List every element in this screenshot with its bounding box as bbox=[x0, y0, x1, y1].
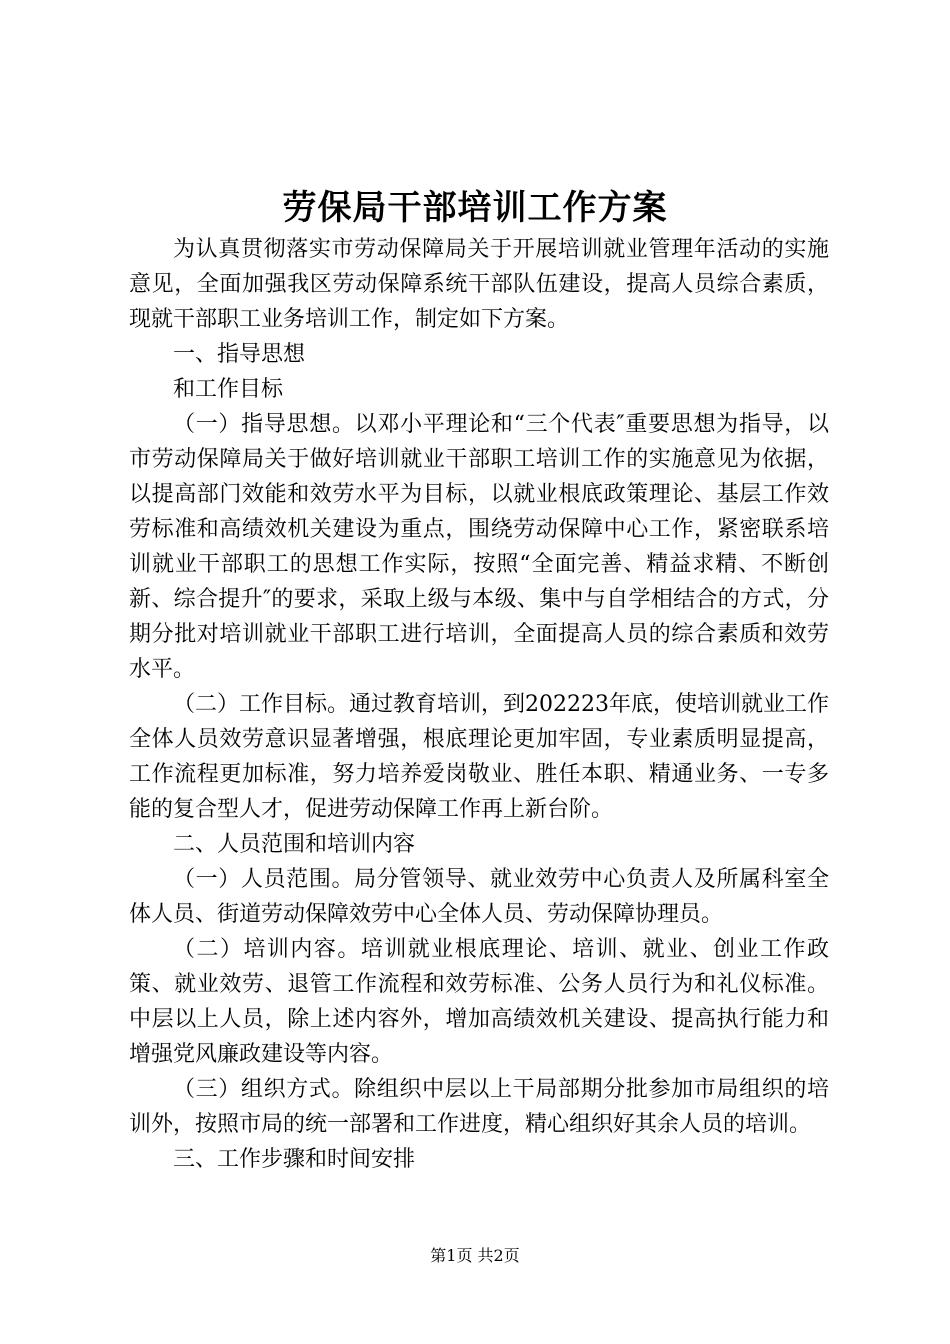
page-footer bbox=[0, 1244, 950, 1268]
section-heading-schedule: 三、工作步骤和时间安排 bbox=[173, 1147, 416, 1172]
intro-paragraph: 为认真贯彻落实市劳动保障局关于开展培训就业管理年活动的实施意见，全面加强我区劳动保障系统干部队伍建设，提高人员综合素质，现就干部职工业务培训工作，制定如下方案。 bbox=[129, 237, 829, 332]
paragraph-work-goal: （二）工作目标。通过教育培训，到202223年底，使培训就业工作全体人员效劳意识显著增强，根底理论更加牢固，专业素质明显提高，工作流程更加标准，努力培养爱岗敬业、胜任本职、精通业务、一专多能的复合型人才，促进劳动保障工作再上新台阶。 bbox=[129, 692, 829, 822]
section-heading-guiding-thought: 一、指导思想 bbox=[173, 342, 306, 367]
paragraph-personnel-scope: （一）人员范围。局分管领导、就业效劳中心负责人及所属科室全体人员、街道劳动保障效劳中心全体人员、劳动保障协理员。 bbox=[129, 867, 829, 927]
section-heading-personnel: 二、人员范围和培训内容 bbox=[173, 832, 416, 857]
page-number: 第1页 bbox=[430, 1246, 473, 1265]
paragraph-organization: （三）组织方式。除组织中层以上干局部期分批参加市局组织的培训外，按照市局的统一部署和工作进度，精心组织好其余人员的培训。 bbox=[129, 1077, 829, 1137]
document-title: 劳保局干部培训工作方案 bbox=[282, 188, 668, 228]
document-body bbox=[129, 232, 829, 1177]
paragraph-training-content: （二）培训内容。培训就业根底理论、培训、就业、创业工作政策、就业效劳、退管工作流程和效劳标准、公务人员行为和礼仪标准。中层以上人员，除上述内容外，增加高绩效机关建设、提高执行能力和增强党风廉政建设等内容。 bbox=[129, 937, 829, 1067]
paragraph-guiding-thought: （一）指导思想。以邓小平理论和“三个代表″重要思想为指导，以市劳动保障局关于做好培训就业干部职工培训工作的实施意见为依据，以提高部门效能和效劳水平为目标，以就业根底政策理论、基层工作效劳标准和高绩效机关建设为重点，围绕劳动保障中心工作，紧密联系培训就业干部职工的思想工作实际，按照“全面完善、精益求精、不断创新、综合提升″的要求，采取上级与本级、集中与自学相结合的方式，分期分批对培训就业干部职工进行培训，全面提高人员的综合素质和效劳水平。 bbox=[129, 412, 829, 682]
page-total: 共2页 bbox=[477, 1246, 520, 1265]
section-heading-continuation: 和工作目标 bbox=[173, 377, 284, 402]
